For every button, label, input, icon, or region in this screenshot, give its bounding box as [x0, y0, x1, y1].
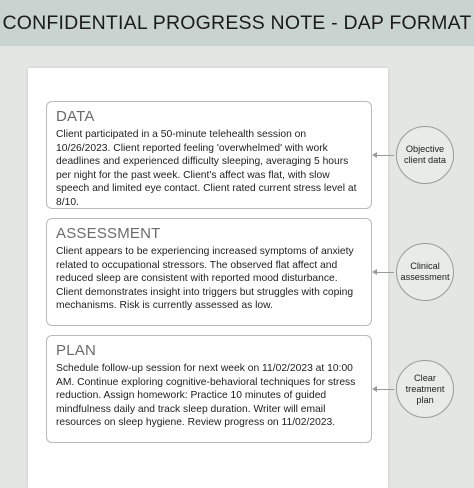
data-section — [46, 101, 372, 209]
plan-note-label: Clear treatment plan — [405, 372, 445, 405]
assessment-note-label: Clinical assessment — [400, 261, 450, 282]
data-note-bubble — [396, 126, 454, 184]
plan-note-bubble — [396, 360, 454, 418]
data-note-label: Objective client data — [404, 144, 446, 165]
assessment-section-body: Client appears to be experiencing increased symptoms of anxiety related to occupational stressors. The observed flat affect and reduced sleep are consistent with reported mood disturbance. Client demonstrates insight into triggers but struggles with coping mechanisms. Risk is currently assessed as low. — [56, 246, 354, 312]
plan-section-title: PLAN — [56, 342, 96, 359]
assessment-connector-arrow — [376, 272, 394, 273]
assessment-section-title: ASSESSMENT — [56, 225, 161, 242]
plan-section-body: Schedule follow-up session for next week on 11/02/2023 at 10:00 AM. Continue exploring cognitive-behavioral techniques for stress reduction. Assign homework: Practice 10 minutes of guided mindfulness daily and track sleep duration. Writer will email resources on sleep hygiene. Review progress on 11/02/2023. — [56, 363, 356, 429]
document-header — [0, 0, 474, 46]
document-title: CONFIDENTIAL PROGRESS NOTE - DAP FORMAT — [2, 11, 472, 34]
data-connector-arrow — [376, 155, 394, 156]
data-section-body: Client participated in a 50-minute telehealth session on 10/26/2023. Client reported feeling 'overwhelmed' with work deadlines and experienced difficulty sleeping, averaging 5 hours per night for the past week. Client's affect was flat, with slow speech and limited eye contact. Client rated current stress level at 8/10. — [56, 129, 357, 208]
assessment-section — [46, 218, 372, 326]
assessment-note-bubble — [396, 243, 454, 301]
data-section-title: DATA — [56, 108, 95, 125]
plan-connector-arrow — [376, 389, 394, 390]
plan-section — [46, 335, 372, 443]
